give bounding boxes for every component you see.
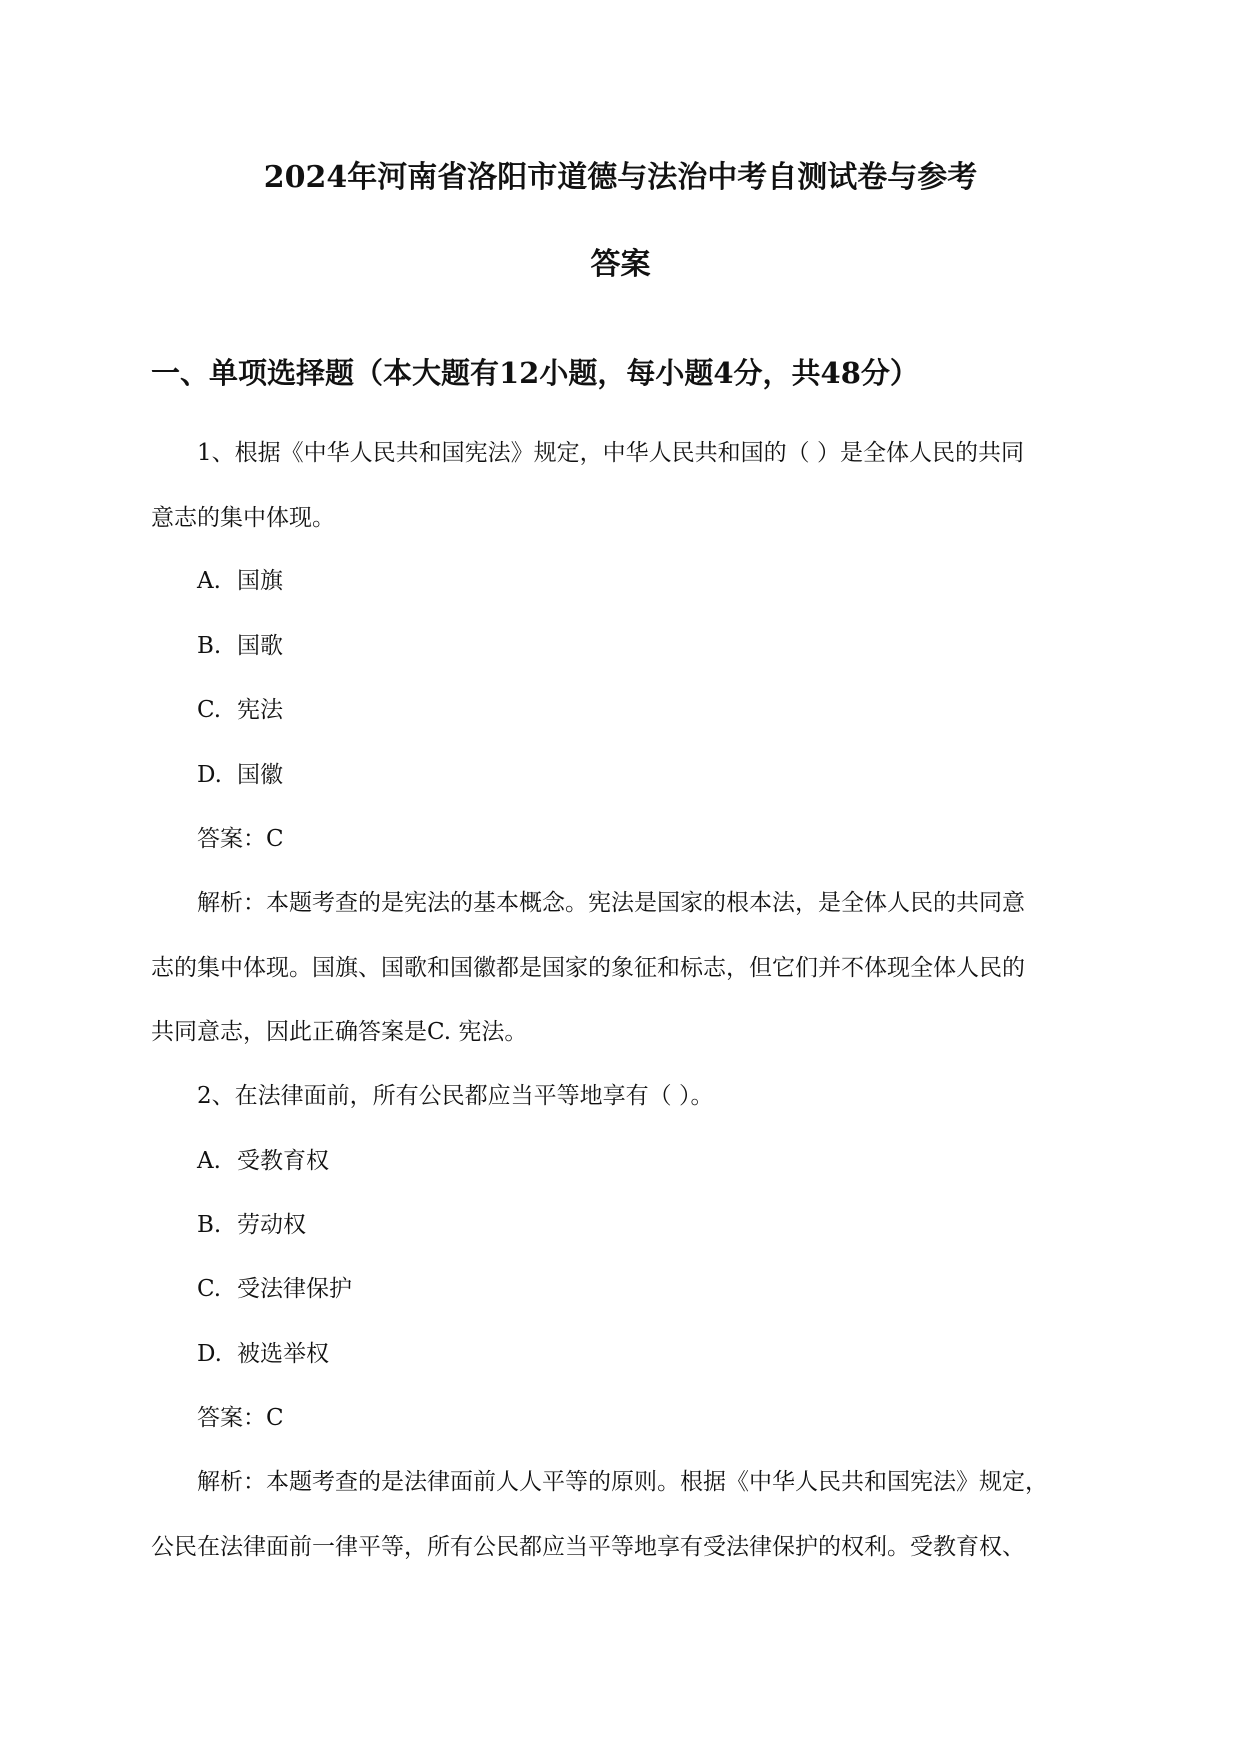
option-text: 受教育权: [237, 1148, 329, 1174]
document-title-line2: 答案: [590, 247, 651, 282]
question-2-analysis-line2: 公民在法律面前一律平等，所有公民都应当平等地享有受法律保护的权利。受教育权、: [151, 1534, 1025, 1560]
question-1-option-d: [197, 762, 283, 790]
question-2-stem-line1: 2、在法律面前，所有公民都应当平等地享有（ ）。: [197, 1083, 714, 1109]
option-letter: D.: [197, 762, 222, 788]
question-2-option-b: [197, 1212, 306, 1240]
question-2-answer: 答案：C: [197, 1405, 284, 1431]
question-2-option-c: [197, 1276, 352, 1304]
question-1-analysis-line3: 共同意志，因此正确答案是C. 宪法。: [151, 1019, 528, 1045]
option-text: 宪法: [237, 697, 283, 723]
question-1-stem-line1: 1、根据《中华人民共和国宪法》规定，中华人民共和国的（ ）是全体人民的共同: [197, 440, 1024, 466]
question-1-option-a: [197, 568, 283, 596]
option-text: 受法律保护: [237, 1276, 352, 1302]
question-1-option-b: [197, 633, 283, 661]
option-text: 被选举权: [237, 1341, 329, 1367]
question-1-answer: 答案：C: [197, 826, 284, 852]
question-1-analysis-line2: 志的集中体现。国旗、国歌和国徽都是国家的象征和标志，但它们并不体现全体人民的: [151, 955, 1025, 981]
option-letter: C.: [197, 697, 222, 723]
question-1-option-c: [197, 697, 283, 725]
option-letter: C.: [197, 1276, 222, 1302]
document-title-line1: 2024年河南省洛阳市道德与法治中考自测试卷与参考: [263, 160, 978, 195]
option-letter: A.: [197, 1148, 221, 1174]
question-2-option-a: [197, 1148, 329, 1176]
question-2-analysis-line1: 解析：本题考查的是法律面前人人平等的原则。根据《中华人民共和国宪法》规定，: [197, 1469, 1048, 1495]
question-1-stem-line2: 意志的集中体现。: [151, 505, 335, 531]
option-text: 国歌: [237, 633, 283, 659]
question-1-analysis-line1: 解析：本题考查的是宪法的基本概念。宪法是国家的根本法，是全体人民的共同意: [197, 890, 1025, 916]
option-text: 国徽: [237, 762, 283, 788]
option-letter: B.: [197, 1212, 222, 1238]
section-heading: 一、单项选择题（本大题有12小题，每小题4分，共48分）: [151, 356, 919, 390]
question-2-option-d: [197, 1341, 329, 1369]
option-letter: D.: [197, 1341, 222, 1367]
option-letter: B.: [197, 633, 222, 659]
option-letter: A.: [197, 568, 221, 594]
option-text: 劳动权: [237, 1212, 306, 1238]
option-text: 国旗: [237, 568, 283, 594]
